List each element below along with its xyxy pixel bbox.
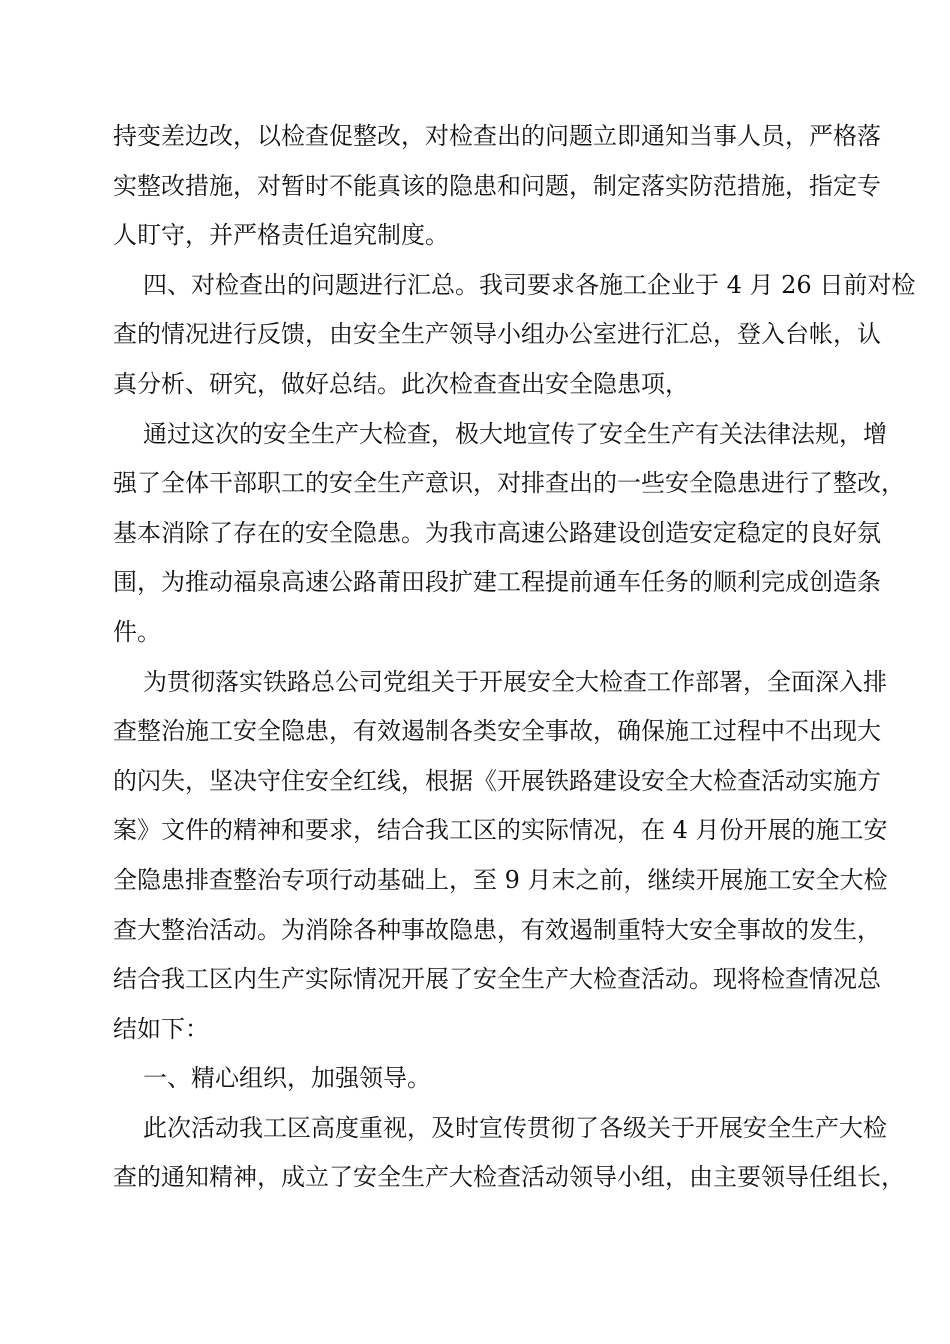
paragraph-line: 查的情况进行反馈，由安全生产领导小组办公室进行汇总，登入台帐，认 <box>113 320 881 349</box>
paragraph-line: 查整治施工安全隐患，有效遏制各类安全事故，确保施工过程中不出现大 <box>113 717 881 746</box>
document-body <box>113 112 916 1203</box>
paragraph-line: 案》文件的精神和要求，结合我工区的实际情况，在 4 月份开展的施工安 <box>113 816 888 845</box>
paragraph-line: 真分析、研究，做好总结。此次检查查出安全隐患项， <box>113 369 689 398</box>
paragraph-line: 实整改措施，对暂时不能真该的隐患和问题，制定落实防范措施，指定专 <box>113 171 881 200</box>
paragraph-line: 查的通知精神，成立了安全生产大检查活动领导小组，由主要领导任组长， <box>113 1163 905 1192</box>
paragraph-line: 查大整治活动。为消除各种事故隐患，有效遏制重特大安全事故的发生， <box>113 915 881 944</box>
paragraph-line: 结如下： <box>113 1014 209 1043</box>
paragraph-line: 结合我工区内生产实际情况开展了安全生产大检查活动。现将检查情况总 <box>113 965 881 994</box>
paragraph-line: 持变差边改，以检查促整改，对检查出的问题立即通知当事人员，严格落 <box>113 122 881 150</box>
paragraph-line: 围，为推动福泉高速公路莆田段扩建工程提前通车任务的顺利完成创造条 <box>113 568 881 597</box>
paragraph-line: 通过这次的安全生产大检查，极大地宣传了安全生产有关法律法规，增 <box>143 419 887 448</box>
paragraph-line: 强了全体干部职工的安全生产意识，对排查出的一些安全隐患进行了整改， <box>113 469 905 498</box>
section-heading: 一、精心组织，加强领导。 <box>143 1064 431 1093</box>
paragraph-line: 为贯彻落实铁路总公司党组关于开展安全大检查工作部署，全面深入排 <box>143 667 887 696</box>
paragraph-line: 件。 <box>113 617 161 646</box>
paragraph-line: 全隐患排查整治专项行动基础上，至 9 月末之前，继续开展施工安全大检 <box>113 865 888 894</box>
paragraph-line: 人盯守，并严格责任追究制度。 <box>113 221 449 250</box>
paragraph-line: 的闪失，坚决守住安全红线，根据《开展铁路建设安全大检查活动实施方 <box>113 766 881 795</box>
paragraph-line: 四、对检查出的问题进行汇总。我司要求各施工企业于 4 月 26 日前对检 <box>143 270 916 299</box>
paragraph-line: 基本消除了存在的安全隐患。为我市高速公路建设创造安定稳定的良好氛 <box>113 518 881 547</box>
paragraph-line: 此次活动我工区高度重视，及时宣传贯彻了各级关于开展安全生产大检 <box>143 1113 887 1142</box>
